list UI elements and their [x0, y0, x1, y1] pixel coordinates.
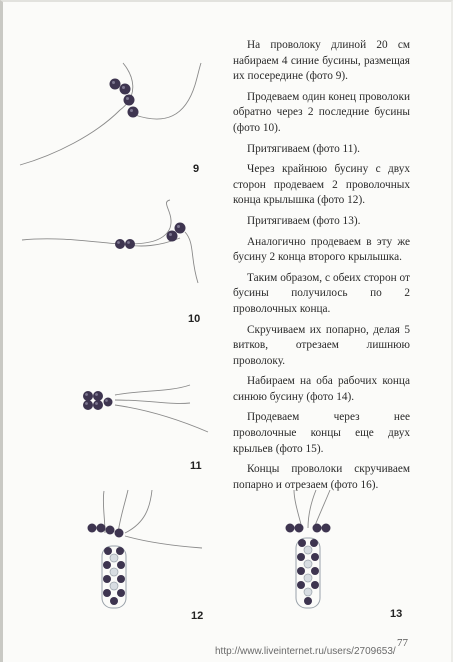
photo-number-11: 11 [190, 460, 202, 472]
paragraph: На проволоку длиной 20 см набираем 4 синие бусины, размещая их посередине (фото 9). [233, 39, 410, 83]
paragraph: Притягиваем (фото 13). [247, 214, 361, 227]
photo-number-10: 10 [188, 313, 201, 325]
photo-number-12: 12 [191, 610, 204, 622]
paragraph: Притягиваем (фото 11). [247, 142, 361, 155]
photo-11 [70, 370, 210, 440]
watermark-url: http://www.liveinternet.ru/users/2709653/ [215, 646, 396, 657]
photo-10-image [20, 198, 215, 288]
bead-group [110, 79, 139, 118]
top-beads [88, 524, 124, 538]
instructions-text [233, 38, 410, 498]
photo-13-image [268, 488, 368, 618]
photo-number-9: 9 [193, 163, 200, 175]
photo-12-image [80, 488, 205, 618]
paragraph: Таким образом, с обеих сторон от бусины получилось по 2 проволочных конца. [233, 271, 410, 315]
paragraph: Набираем на оба рабочих конца синюю бусину (фото 14). [233, 375, 410, 403]
paragraph: Через крайнюю бусину с двух сторон продеваем 2 проволочных конца крылышка (фото 12). [233, 163, 410, 207]
photo-9 [15, 55, 205, 170]
photo-10 [20, 198, 215, 288]
photo-9-image [15, 55, 205, 170]
paragraph: Концы проволоки скручиваем попарно и отрезаем (фото 16). [233, 463, 410, 491]
photo-12 [80, 488, 205, 618]
page-number: 77 [397, 637, 408, 649]
photo-number-13: 13 [390, 608, 403, 620]
paragraph: Скручиваем их попарно, делая 5 витков, отрезаем лишнюю проволоку. [233, 323, 410, 367]
paragraph: Аналогично продеваем в эту же бусину 2 конца второго крылышка. [233, 235, 410, 264]
paragraph: Продеваем через нее проволочные концы еще двух крыльев (фото 15). [233, 411, 410, 455]
wing-column [102, 546, 126, 608]
photo-11-image [70, 370, 210, 440]
paragraph: Продеваем один конец проволоки обратно через 2 последние бусины (фото 10). [233, 90, 410, 134]
photo-13 [268, 488, 368, 618]
wing-column [296, 538, 320, 608]
